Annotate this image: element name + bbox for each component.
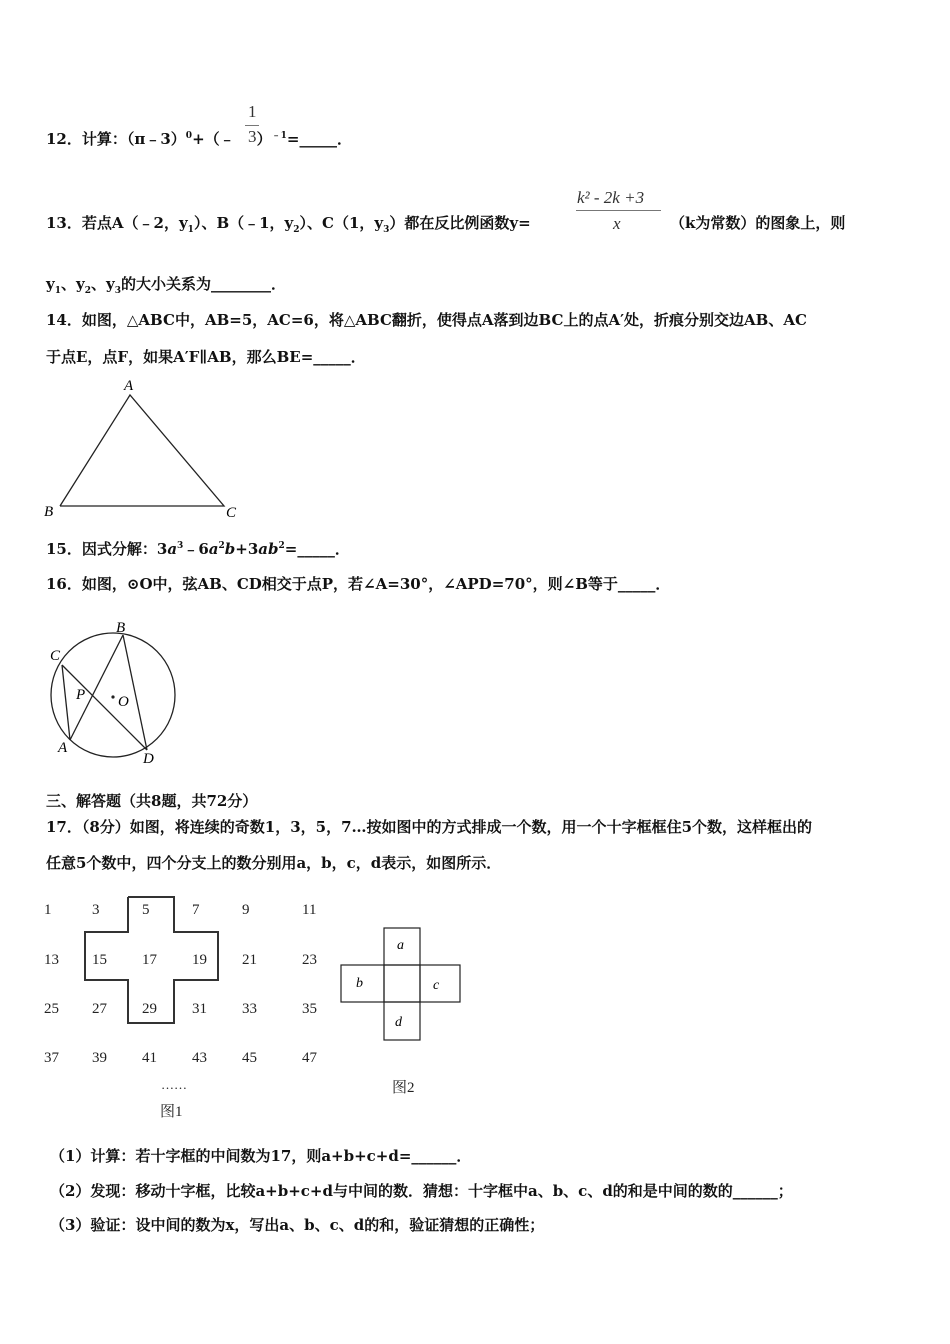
q12-fraction-numerator: 1 [248, 102, 257, 121]
grid-number: 43 [192, 1050, 207, 1066]
cell-center [384, 965, 420, 1002]
q13-sub1: 1 [187, 225, 194, 235]
q13-text-a: 13．若点A（﹣2，y [46, 214, 188, 232]
grid-number: 7 [192, 902, 200, 918]
q17-figure2 [340, 925, 465, 1100]
q16-text: 16．如图，⊙O中，弦AB、CD相交于点P，若∠A=30°，∠APD=70°，则∠B等于_____． [46, 575, 671, 593]
q17-line2: 任意5个数中，四个分支上的数分别用a，b，c，d表示，如图所示． [46, 854, 502, 872]
label-d: D [143, 751, 154, 767]
q13-sub2: 2 [293, 225, 300, 235]
q12-fraction-bar [245, 125, 259, 126]
cross-frame [40, 890, 340, 1040]
q15-e3: 2 [278, 541, 285, 551]
question-13 [46, 212, 531, 235]
grid-number: 37 [44, 1050, 59, 1066]
q13-text-c: ）、C（1，y [299, 214, 384, 232]
label-c: c [433, 978, 440, 993]
q13-fraction-numerator: k² - 2k +3 [577, 188, 645, 207]
q13-fraction-denominator: x [613, 214, 621, 233]
q13-sub3: 3 [383, 225, 390, 235]
question-12 [46, 128, 352, 149]
q15-b1: b [224, 540, 236, 558]
q17-sub3: （3）验证：设中间的数为x，写出a、b、c、d的和，验证猜想的正确性； [50, 1216, 545, 1234]
label-b: B [44, 504, 54, 520]
grid-ellipsis: …… [161, 1077, 187, 1092]
grid-number: 19 [192, 952, 207, 968]
label-a: A [58, 740, 68, 756]
grid-number: 1 [44, 902, 52, 918]
label-c: C [50, 648, 61, 664]
grid-number: 35 [302, 1001, 317, 1017]
label-a: A [124, 378, 134, 394]
q15-m2: +3 [235, 540, 259, 558]
label-p: P [76, 687, 86, 703]
q13-line2 [46, 273, 286, 296]
q15-m1: ﹣6 [183, 540, 209, 558]
q12-exp0: 0 [185, 131, 193, 141]
section-3-heading: 三、解答题（共8题，共72分） [46, 792, 258, 810]
label-d: d [395, 1015, 402, 1030]
q16-circle-figure [40, 615, 190, 770]
grid-number: 3 [92, 902, 100, 918]
q13-l2-b: 、y [60, 275, 85, 293]
grid-number: 33 [242, 1001, 257, 1017]
grid-number: 9 [242, 902, 250, 918]
q13-text-d: ）都在反比例函数y= [389, 214, 531, 232]
q13-l2-d: 的大小关系为________． [120, 275, 286, 293]
q12-close: ） [256, 130, 272, 148]
label-o: O [118, 694, 129, 710]
grid-number: 47 [302, 1050, 317, 1066]
grid-number: 21 [242, 952, 257, 968]
q12-fraction-denominator: 3 [248, 127, 257, 146]
grid-number: 25 [44, 1001, 59, 1017]
segment-bd [123, 635, 147, 750]
figure2-caption: 图2 [392, 1080, 415, 1096]
grid-number: 15 [92, 952, 107, 968]
center-point [111, 695, 114, 698]
label-b: b [356, 976, 363, 991]
q12-tail: =_____． [286, 130, 352, 148]
q13-l2-sub3: 3 [114, 286, 121, 296]
cell-d [384, 1002, 420, 1040]
q17-sub1: （1）计算：若十字框的中间数为17，则a+b+c+d=______． [50, 1147, 472, 1165]
q13-text-b: ）、B（﹣1，y [193, 214, 294, 232]
cell-c [420, 965, 460, 1002]
q17-sub2: （2）发现：移动十字框，比较a+b+c+d与中间的数．猜想：十字框中a、b、c、d的和是中间的数的______； [50, 1182, 793, 1200]
q13-l2-c: 、y [90, 275, 115, 293]
q17-line1: 17．（8分）如图，将连续的奇数1，3，5，7…按如图中的方式排成一个数，用一个十字框框住5个数，这样框出的 [46, 818, 813, 836]
segment-ca [62, 665, 70, 740]
label-a: a [397, 938, 404, 953]
grid-number: 23 [302, 952, 317, 968]
grid-number: 29 [142, 1001, 157, 1017]
q13-l2-sub1: 1 [54, 286, 61, 296]
grid-number: 31 [192, 1001, 207, 1017]
q15-prefix: 15．因式分解：3 [46, 540, 168, 558]
q12-mid: +（﹣ [192, 130, 235, 148]
q12-exp-neg1: ﹣1 [271, 131, 287, 141]
grid-number: 17 [142, 952, 157, 968]
grid-number: 13 [44, 952, 59, 968]
grid-number: 11 [302, 902, 317, 918]
q15-e1: 3 [177, 541, 184, 551]
q17-figure1 [40, 890, 340, 1125]
q15-e2: 2 [218, 541, 225, 551]
q14-line2: 于点E，点F，如果A′F∥AB，那么BE=_____． [46, 348, 366, 366]
chord-cd [62, 665, 147, 750]
grid-number: 45 [242, 1050, 257, 1066]
figure1-caption: 图1 [160, 1104, 183, 1120]
q13-fraction-bar [576, 210, 661, 211]
cross-diagram [340, 925, 465, 1045]
triangle-abc [60, 395, 224, 506]
grid-number: 39 [92, 1050, 107, 1066]
question-15 [46, 538, 350, 559]
q14-line1: 14．如图，△ABC中，AB=5，AC=6，将△ABC翻折，使得点A落到边BC上的点A′处，折痕分别交边AB、AC [46, 311, 807, 329]
grid-number: 27 [92, 1001, 107, 1017]
q13-after: （k为常数）的图象上，则 [670, 214, 846, 232]
q15-a1: a [167, 540, 178, 558]
q12-text: 12．计算：（π﹣3） [46, 130, 186, 148]
q15-tail: =_____． [284, 540, 350, 558]
q13-l2-sub2: 2 [84, 286, 91, 296]
label-c: C [226, 505, 237, 521]
grid-number: 41 [142, 1050, 157, 1066]
grid-number: 5 [142, 902, 150, 918]
label-b: B [116, 620, 126, 636]
q15-ab: ab [258, 540, 279, 558]
q15-a2: a [208, 540, 219, 558]
q13-l2-a: y [46, 275, 55, 293]
q14-triangle-figure [38, 375, 248, 525]
